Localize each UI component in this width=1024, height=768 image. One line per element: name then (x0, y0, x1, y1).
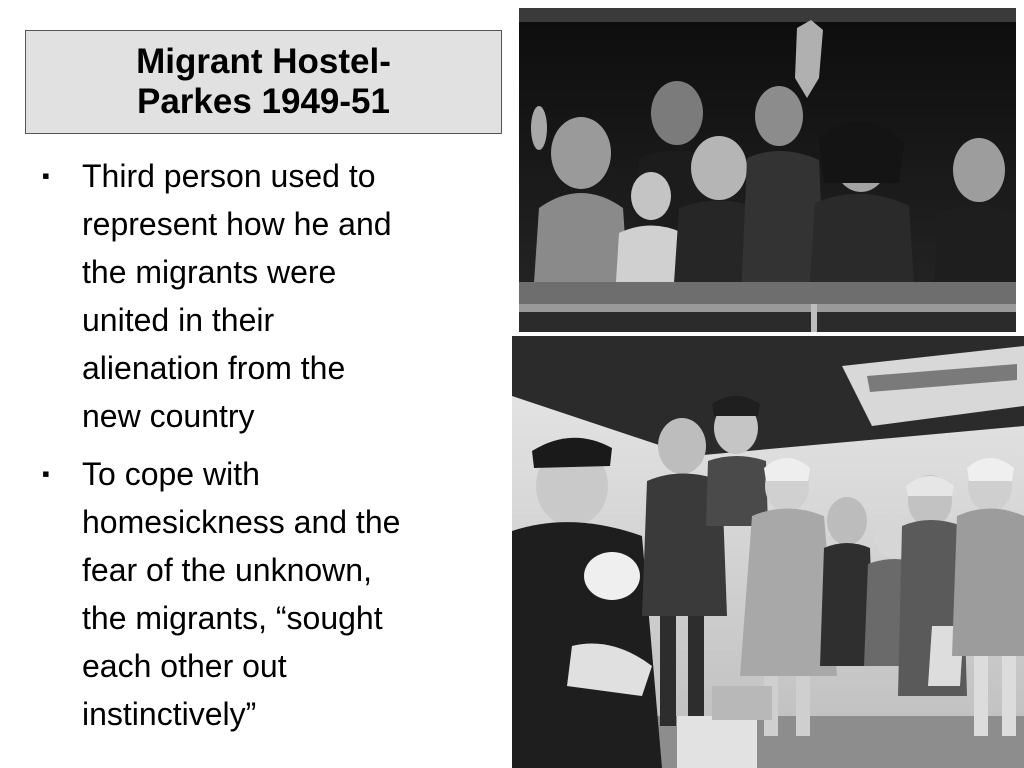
title-line: Parkes 1949-51 (136, 82, 390, 121)
title-box (25, 30, 502, 134)
bullet-item (42, 152, 512, 440)
bullet-line: each other out (82, 648, 287, 684)
aircraft-children-image (512, 336, 1024, 768)
bullet-line: To cope with (82, 456, 260, 492)
bullet-line: alienation from the (82, 350, 346, 386)
bullet-list (42, 152, 512, 748)
bullet-line: represent how he and (82, 206, 392, 242)
bullet-text (82, 152, 512, 440)
bullet-square-icon: ▪ (42, 461, 50, 486)
bullet-line: the migrants were (82, 254, 337, 290)
bullet-line: united in their (82, 302, 275, 338)
slide-title (136, 42, 391, 122)
bullet-line: homesickness and the (82, 504, 401, 540)
aircraft-children-photo (512, 336, 1024, 768)
bullet-line: instinctively” (82, 696, 257, 732)
bullet-square-icon: ▪ (42, 163, 50, 188)
ship-railing-image (519, 8, 1016, 332)
bullet-line: fear of the unknown, (82, 552, 372, 588)
bullet-line: the migrants, “sought (82, 600, 383, 636)
bullet-line: Third person used to (82, 158, 376, 194)
bullet-text (82, 450, 512, 738)
title-line: Migrant Hostel- (136, 42, 391, 81)
bullet-line: new country (82, 398, 255, 434)
ship-railing-photo (519, 8, 1016, 332)
bullet-item (42, 450, 512, 738)
